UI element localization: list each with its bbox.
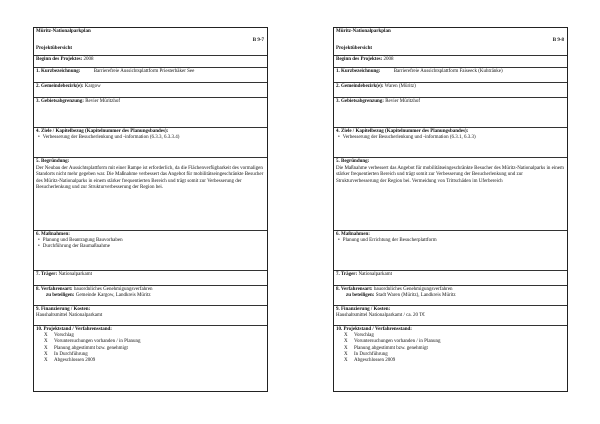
involved-label: zu beteiligen:	[346, 293, 375, 299]
short-title-row	[334, 68, 567, 83]
project-start-row	[334, 56, 567, 68]
status-item	[336, 358, 565, 364]
municipality-value: Waren (Müritz)	[384, 84, 416, 89]
procedure-value: bauordnliches Genehmigungsverfahren	[73, 287, 153, 292]
financing-row	[34, 306, 267, 326]
goals-item: • Verbesserung der Besucherlenkung und -information (6.3.1, 6.3.3)	[336, 135, 565, 141]
municipality-label: 2. Gemeindebezirk(e):	[36, 84, 84, 89]
status-mark: X	[44, 339, 48, 345]
start-label: Beginn des Projektes:	[336, 57, 383, 62]
start-label: Beginn des Projektes:	[36, 57, 83, 62]
procedure-value: bauordnliches Genehmigungsverfahren	[373, 287, 453, 292]
procedure-label: 8. Verfahrensart:	[36, 287, 73, 292]
report-label: Projektübersicht	[336, 46, 373, 51]
status-text: In Durchführung	[354, 351, 388, 357]
goals-label: 4. Ziele / Kapitelbezug (Kapitelnummer des Planungsbandes):	[36, 129, 169, 134]
status-mark: X	[44, 358, 48, 364]
municipality-row	[34, 83, 267, 98]
reason-text: Der Neubau der Aussichtsplattform mit einer Rampe ist erforderlich, da die Flächenverfügbarkeit des vormaligen Standorts nicht mehr gegeben war. Die Maßnahme verbessert das Angebot für mobilitätseingeschränkte Besucher des Müritz-Nationalparks in einem stärker frequentierten Bereich und trägt somit zur Verbesserung der Besucherlenkung und zur Strukturverbesserung der Region bei.	[36, 166, 264, 190]
status-label: 10. Projektstand / Verfahrensstand:	[336, 327, 412, 332]
carrier-row	[34, 271, 267, 286]
goals-row	[34, 128, 267, 158]
status-text: Planung abgestimmt bzw. genehmigt	[54, 345, 128, 351]
status-mark: X	[44, 351, 48, 357]
status-text: Abgeschlossen 2009	[54, 358, 96, 364]
financing-label: 9. Finanzierung / Kosten:	[36, 307, 91, 312]
short-title-row	[34, 68, 267, 83]
measures-row	[34, 231, 267, 271]
goals-label: 4. Ziele / Kapitelbezug (Kapitelnummer des Planungsbandes):	[336, 129, 469, 134]
plan-title: Müritz-Nationalparkplan	[36, 29, 91, 34]
carrier-label: 7. Träger:	[336, 272, 358, 277]
short-value: Barrierefreie Aussichtsplattform Faiseeck (Kuhtränke)	[393, 69, 503, 74]
status-text: Voruntersuchungen vorhanden / in Planung	[354, 339, 441, 345]
measures-label: 6. Maßnahmen:	[336, 232, 370, 237]
status-mark: X	[344, 333, 348, 339]
short-value: Barrierefreie Aussichtsplattform Priesterbäker See	[93, 69, 195, 74]
status-row-block	[34, 326, 267, 378]
financing-value: Haushaltsmittel Nationalparkamt	[36, 313, 103, 319]
reason-label: 5. Begründung:	[336, 159, 370, 164]
sheet-header	[34, 28, 267, 56]
sheet-code: B 9-8	[552, 38, 564, 43]
status-text: Vorschlag	[54, 333, 74, 339]
financing-value: Haushaltsmittel Nationalparkamt / ca. 20 T€	[336, 313, 425, 319]
status-mark: X	[344, 345, 348, 351]
reason-row	[334, 158, 567, 231]
involved-label: zu beteiligen:	[46, 293, 75, 299]
area-label: 3. Gebietsabgrenzung:	[36, 99, 84, 104]
status-item	[36, 358, 265, 364]
measures-item: • Durchführung der Baumaßnahme	[36, 244, 265, 250]
involved-value: Gemeinde Kargow, Landkreis Müritz	[75, 293, 151, 299]
short-label: 1. Kurzbezeichnung:	[336, 69, 381, 74]
measures-row	[334, 231, 567, 271]
area-row	[334, 98, 567, 128]
municipality-row	[334, 83, 567, 98]
carrier-label: 7. Träger:	[36, 272, 58, 277]
goals-item: • Verbesserung der Besucherlenkung und -information (6.3.3, 6.3.3.4)	[36, 135, 265, 141]
report-label: Projektübersicht	[36, 46, 73, 51]
procedure-row	[334, 286, 567, 306]
reason-row	[34, 158, 267, 231]
status-mark: X	[344, 351, 348, 357]
short-label: 1. Kurzbezeichnung:	[36, 69, 81, 74]
area-value: Revier Müritzhof	[385, 99, 421, 104]
involved-value: Stadt Waren (Müritz), Landkreis Müritz	[375, 293, 456, 299]
carrier-value: Nationalparkamt	[58, 272, 93, 277]
status-text: Abgeschlossen 2009	[354, 358, 396, 364]
municipality-label: 2. Gemeindebezirk(e):	[336, 84, 384, 89]
measures-label: 6. Maßnahmen:	[36, 232, 70, 237]
status-text: Vorschlag	[354, 333, 374, 339]
goals-row	[334, 128, 567, 158]
financing-label: 9. Finanzierung / Kosten:	[336, 307, 391, 312]
plan-title: Müritz-Nationalparkplan	[336, 29, 391, 34]
project-sheet-b9-8	[333, 27, 568, 392]
reason-text: Die Maßnahme verbessert das Angebot für mobilitätseingeschränkte Besucher des Müritz-Nationalparks in einem stärker frequentierten Bereich und trägt somit zur Verbesserung der Besucherlenkung und zur Strukturverbesserung der Region bei. Vermeidung von Trittschäden im Uferbereich	[336, 166, 564, 184]
project-sheet-b9-7	[33, 27, 268, 392]
procedure-row	[34, 286, 267, 306]
status-label: 10. Projektstand / Verfahrensstand:	[36, 327, 112, 332]
area-row	[34, 98, 267, 128]
sheet-code: B 9-7	[252, 38, 264, 43]
area-value: Revier Müritzhof	[85, 99, 121, 104]
municipality-value: Kargow	[84, 84, 101, 89]
area-label: 3. Gebietsabgrenzung:	[336, 99, 384, 104]
status-mark: X	[344, 339, 348, 345]
status-mark: X	[44, 345, 48, 351]
reason-label: 5. Begründung:	[36, 159, 70, 164]
procedure-label: 8. Verfahrensart:	[336, 287, 373, 292]
carrier-value: Nationalparkamt	[358, 272, 393, 277]
status-row-block	[334, 326, 567, 378]
project-start-row	[34, 56, 267, 68]
measures-item: • Planung und Errichtung der Besucherplattform	[336, 238, 565, 244]
status-text: Voruntersuchungen vorhanden / in Planung	[54, 339, 141, 345]
start-value: 2008	[83, 57, 94, 62]
start-value: 2008	[383, 57, 394, 62]
status-mark: X	[44, 333, 48, 339]
sheet-header	[334, 28, 567, 56]
status-text: In Durchführung	[54, 351, 88, 357]
status-mark: X	[344, 358, 348, 364]
status-text: Planung abgestimmt bzw. genehmigt	[354, 345, 428, 351]
measures-item: • Planung und Beantragung Bauvorhaben	[36, 238, 265, 244]
carrier-row	[334, 271, 567, 286]
financing-row	[334, 306, 567, 326]
